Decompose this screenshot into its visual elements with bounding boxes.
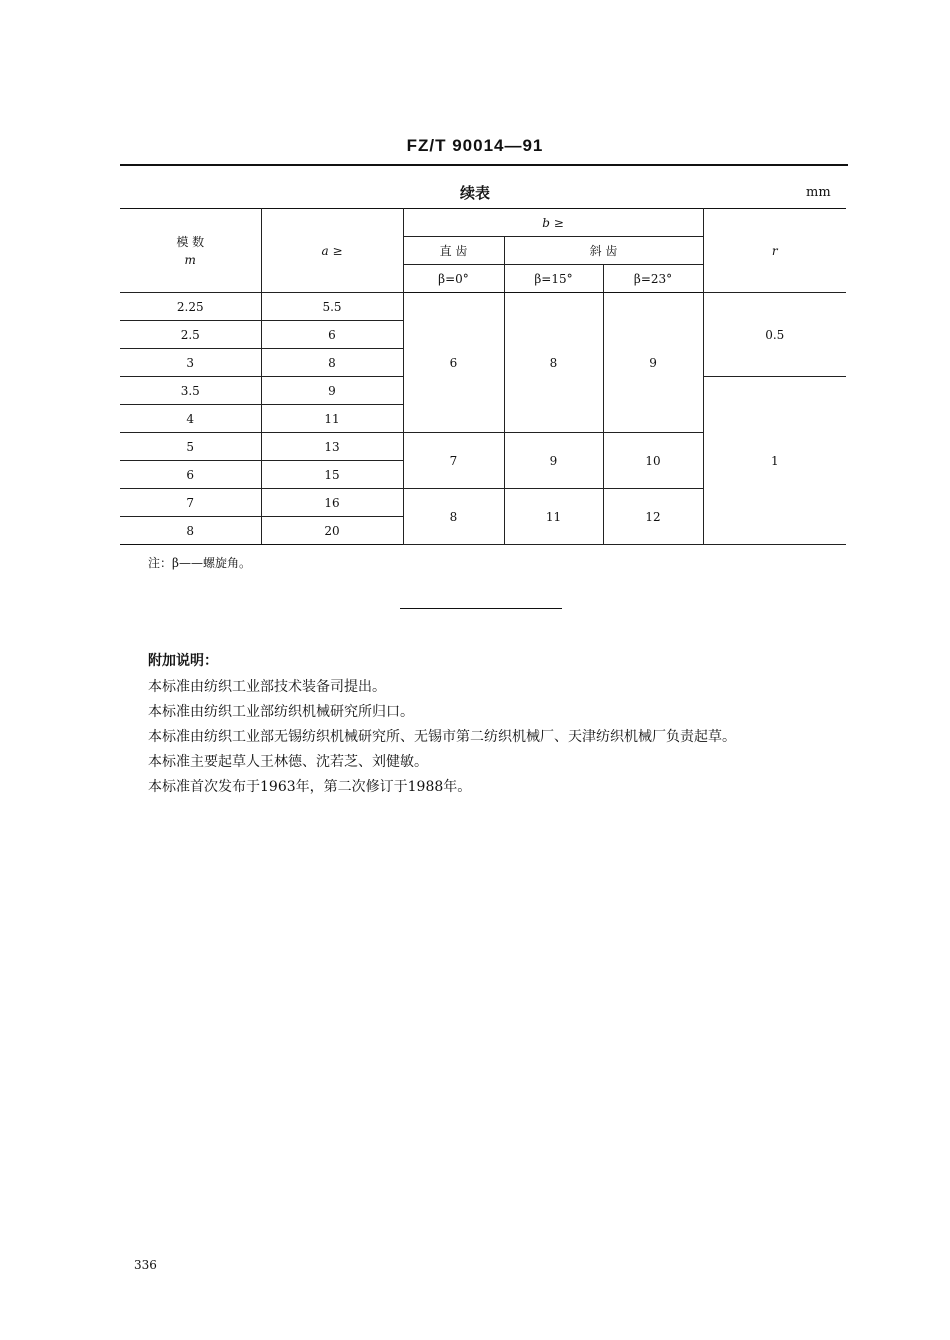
cell-b-beta15: 8: [504, 293, 603, 433]
explanation-title: 附加说明：: [148, 653, 218, 669]
table-unit: mm: [806, 185, 831, 200]
header-rule: [120, 164, 848, 166]
header-module-symbol: m: [184, 252, 196, 267]
cell-a: 15: [261, 461, 403, 489]
explanation-line: 本标准由纺织工业部纺织机械研究所归口。: [148, 704, 414, 720]
header-straight-teeth: 直 齿: [403, 237, 504, 265]
cell-module: 2.25: [120, 293, 261, 321]
table-note: 注：β——螺旋角。: [148, 556, 251, 570]
cell-a: 5.5: [261, 293, 403, 321]
header-beta-23: β=23°: [603, 265, 703, 293]
header-beta-0: β=0°: [403, 265, 504, 293]
cell-r: 0.5: [703, 293, 846, 377]
cell-module: 4: [120, 405, 261, 433]
header-r: r: [703, 209, 846, 293]
header-module-label: 模 数: [176, 234, 205, 249]
cell-b-beta15: 9: [504, 433, 603, 489]
header-row-1: [120, 209, 846, 237]
cell-r: 1: [703, 377, 846, 545]
cell-module: 3: [120, 349, 261, 377]
explanation-line: 本标准由纺织工业部技术装备司提出。: [148, 679, 386, 695]
cell-module: 6: [120, 461, 261, 489]
cell-b-beta15: 11: [504, 489, 603, 545]
cell-a: 11: [261, 405, 403, 433]
header-beta-15: β=15°: [504, 265, 603, 293]
cell-a: 6: [261, 321, 403, 349]
cell-module: 5: [120, 433, 261, 461]
cell-module: 2.5: [120, 321, 261, 349]
page-number: 336: [134, 1258, 157, 1272]
standard-code: FZ/T 90014—91: [406, 136, 544, 155]
cell-a: 13: [261, 433, 403, 461]
cell-module: 3.5: [120, 377, 261, 405]
section-separator: [400, 608, 562, 609]
header-a: a ≥: [261, 209, 403, 293]
table-caption: 续表: [459, 184, 490, 202]
cell-a: 20: [261, 517, 403, 545]
cell-b-beta23: 10: [603, 433, 703, 489]
table-row: [120, 293, 846, 321]
cell-module: 7: [120, 489, 261, 517]
explanation-line: 本标准由纺织工业部无锡纺织机械研究所、无锡市第二纺织机械厂、天津纺织机械厂负责起草。: [148, 729, 736, 745]
gear-dimension-table: [120, 208, 846, 545]
cell-b-beta0: 6: [403, 293, 504, 433]
cell-module: 8: [120, 517, 261, 545]
cell-b-beta23: 9: [603, 293, 703, 433]
cell-a: 8: [261, 349, 403, 377]
cell-b-beta0: 8: [403, 489, 504, 545]
header-helical-teeth: 斜 齿: [504, 237, 703, 265]
explanation-line: 本标准主要起草人王林德、沈若芝、刘健敏。: [148, 754, 428, 770]
header-b: b ≥: [403, 209, 703, 237]
explanation-line: 本标准首次发布于1963年，第二次修订于1988年。: [148, 779, 472, 795]
cell-b-beta0: 7: [403, 433, 504, 489]
header-module: [120, 209, 261, 293]
cell-a: 9: [261, 377, 403, 405]
cell-a: 16: [261, 489, 403, 517]
cell-b-beta23: 12: [603, 489, 703, 545]
